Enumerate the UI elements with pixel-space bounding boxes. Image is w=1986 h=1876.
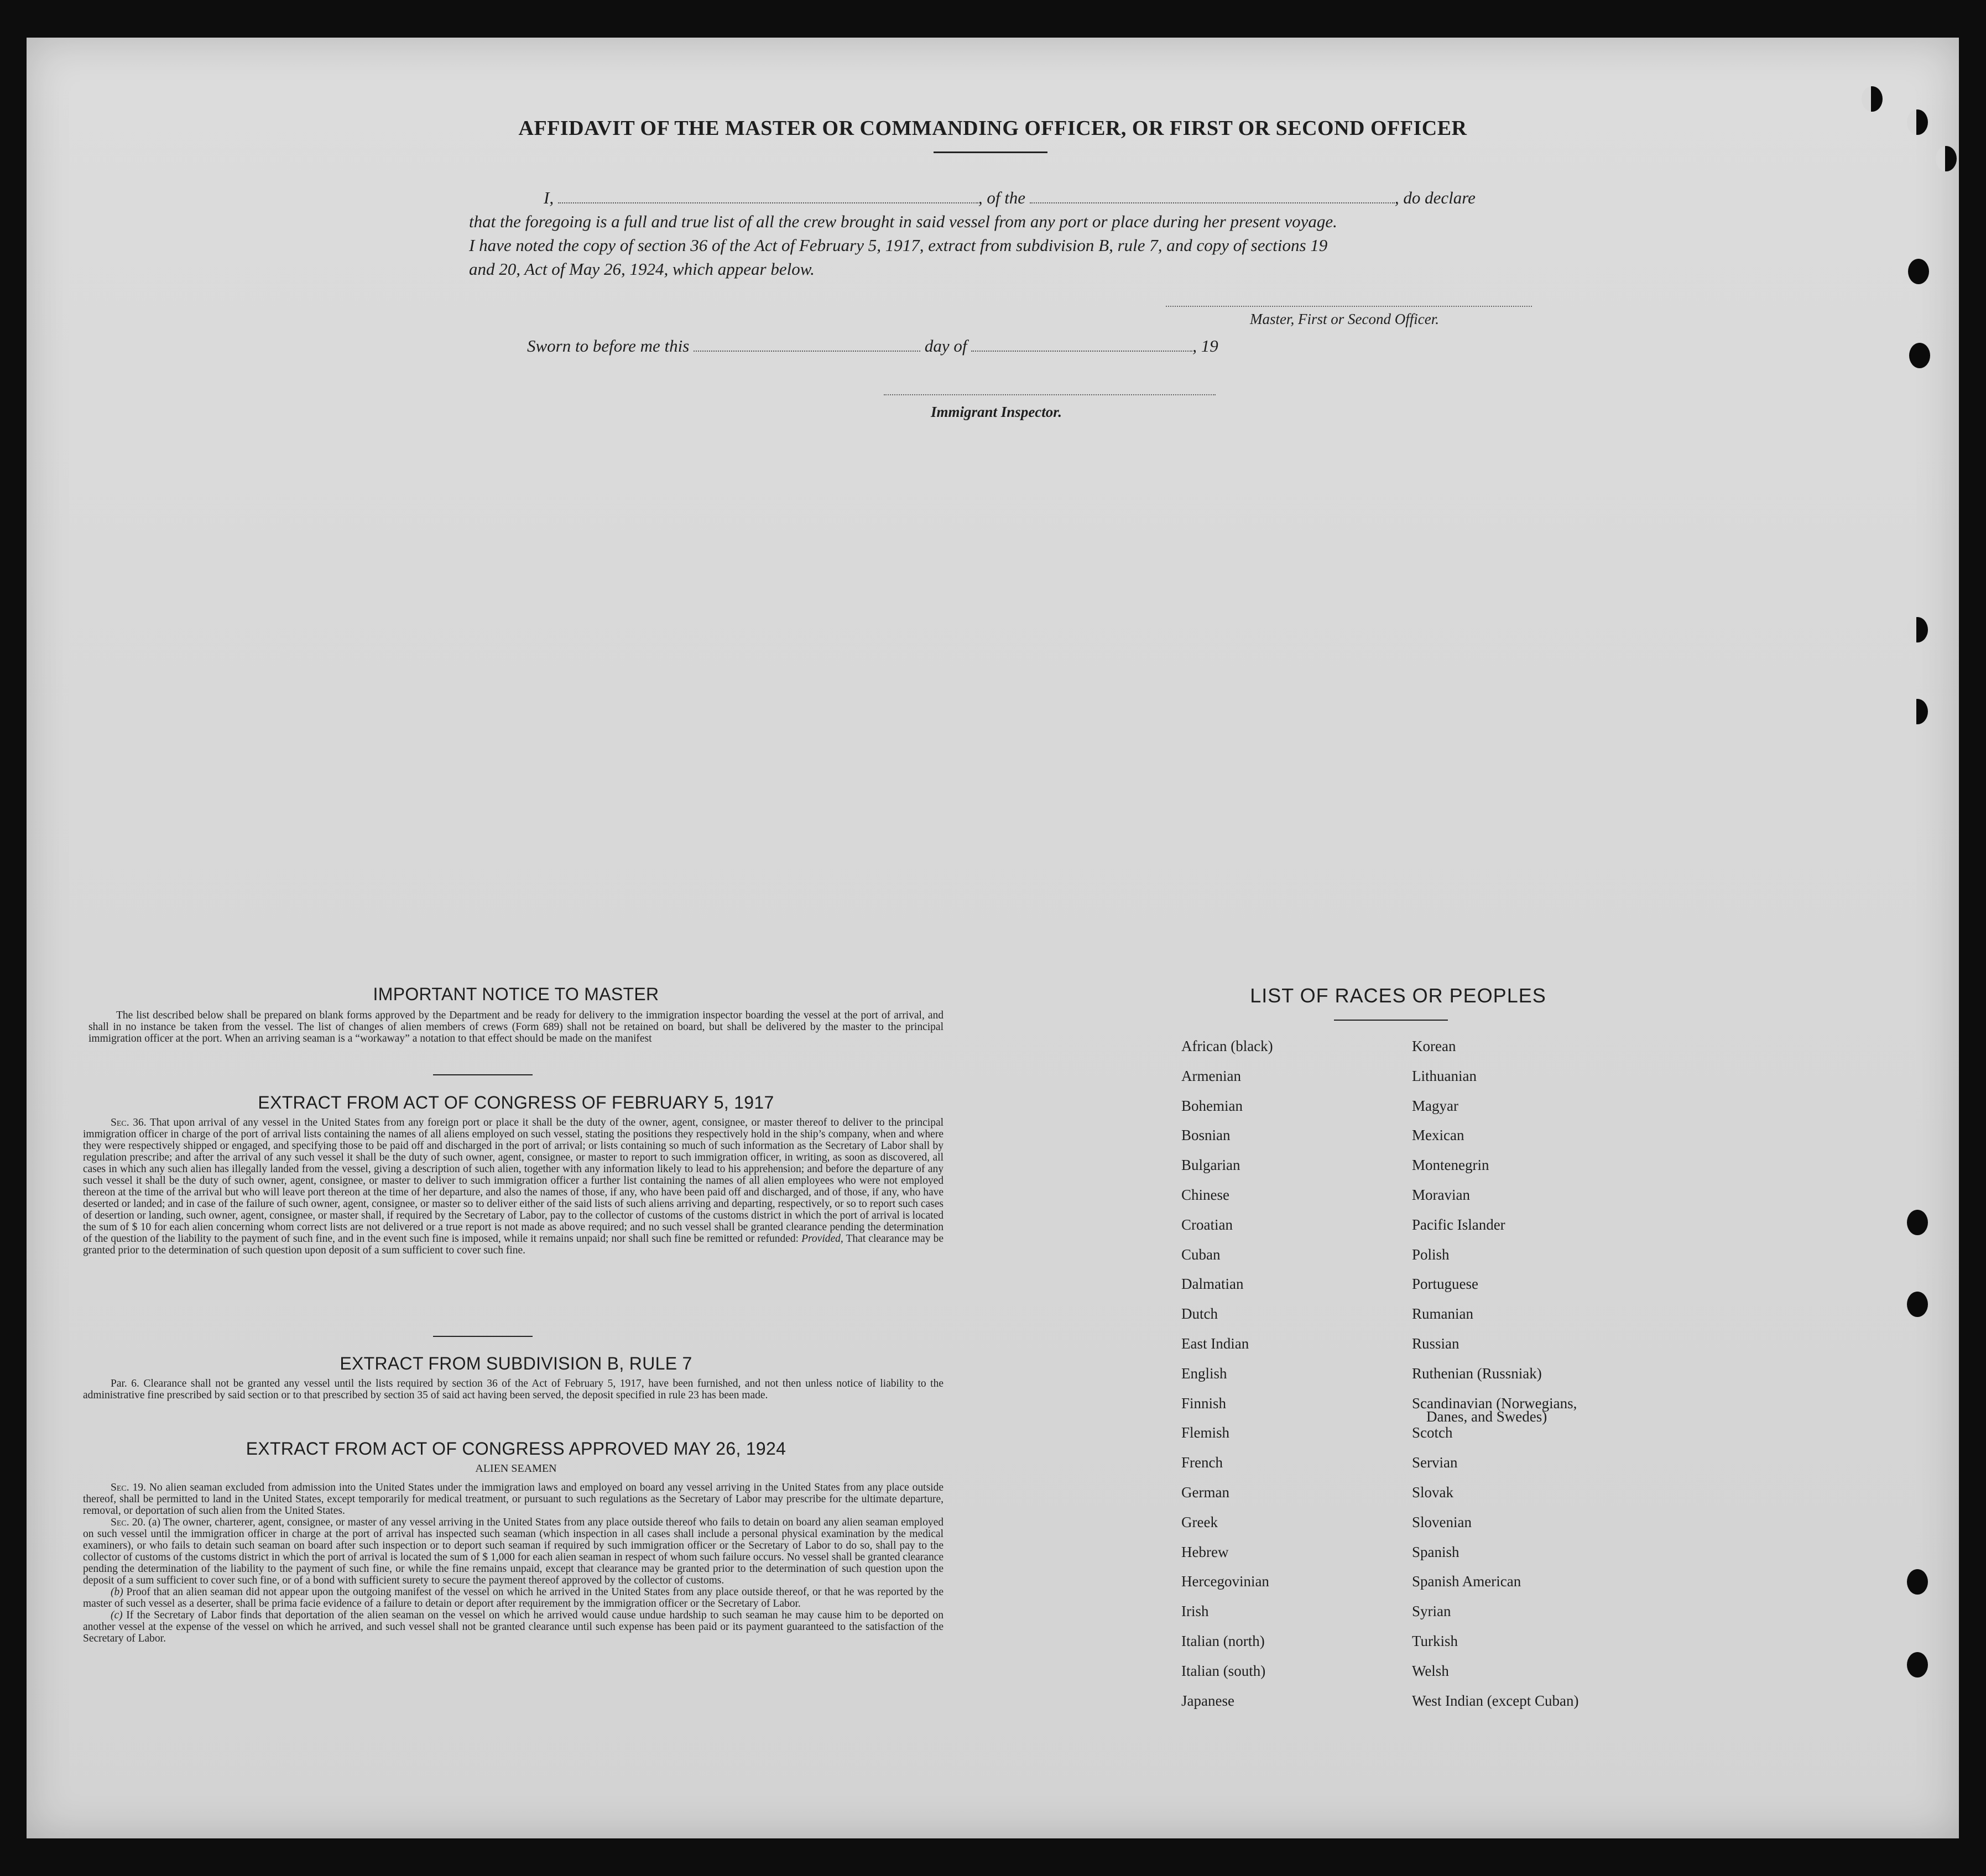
races-column-2 bbox=[1412, 1032, 1578, 1716]
race-item: Welsh bbox=[1412, 1662, 1449, 1679]
punch-hole bbox=[1907, 617, 1928, 642]
race-item: East Indian bbox=[1181, 1335, 1249, 1352]
race-item: Dutch bbox=[1181, 1305, 1218, 1323]
punch-hole bbox=[1936, 146, 1957, 171]
race-item: Bulgarian bbox=[1181, 1157, 1240, 1174]
inspector-signature-label: Immigrant Inspector. bbox=[931, 404, 1062, 420]
race-item: Polish bbox=[1412, 1246, 1450, 1263]
race-item: Greek bbox=[1181, 1513, 1218, 1530]
race-item: Finnish bbox=[1181, 1394, 1227, 1412]
race-item: Scotch bbox=[1412, 1424, 1453, 1441]
punch-hole bbox=[1908, 259, 1929, 284]
affidavit-i: I, bbox=[544, 188, 554, 207]
race-item: Montenegrin bbox=[1412, 1157, 1489, 1174]
section-divider bbox=[433, 1336, 533, 1337]
sec36-paragraph bbox=[83, 1117, 944, 1256]
race-item: Syrian bbox=[1412, 1603, 1451, 1620]
affidavit-do-declare: , do declare bbox=[1394, 188, 1476, 207]
sec20b-paragraph bbox=[83, 1586, 944, 1610]
race-item: Portuguese bbox=[1412, 1276, 1478, 1293]
race-item: African (black) bbox=[1181, 1038, 1273, 1054]
race-item: Spanish bbox=[1412, 1543, 1459, 1560]
document-page bbox=[27, 38, 1959, 1838]
sec36-label: Sec. bbox=[111, 1117, 129, 1128]
punch-hole bbox=[1907, 1569, 1928, 1595]
rule7-paragraph: Par. 6. Clearance shall not be granted any vessel until the lists required by section 36 of the Act of February 5, 1917, have been furnished, and not then unless notice of liability to the administrative fine prescribed by said section or to that prescribed by section 35 of said act having been served, the deposit specified in rule 23 has been made. bbox=[83, 1378, 944, 1401]
race-item: Slovenian bbox=[1412, 1513, 1472, 1530]
alien-seamen-subtitle: ALIEN SEAMEN bbox=[475, 1462, 557, 1475]
notice-text bbox=[88, 1010, 944, 1044]
race-item: Lithuanian bbox=[1412, 1067, 1477, 1084]
master-signature-label: Master, First or Second Officer. bbox=[1250, 311, 1439, 327]
race-item: Italian (south) bbox=[1181, 1662, 1266, 1679]
sec19-paragraph bbox=[83, 1482, 944, 1517]
affidavit-line2: that the foregoing is a full and true list of all the crew brought in said vessel from any port or place during her present voyage. bbox=[469, 212, 1337, 231]
race-item: Pacific Islander bbox=[1412, 1216, 1505, 1233]
name-blank[interactable] bbox=[558, 202, 978, 203]
sworn-text: Sworn to before me this bbox=[527, 336, 690, 356]
race-item: West Indian (except Cuban) bbox=[1412, 1692, 1579, 1709]
title-underline bbox=[934, 151, 1047, 153]
race-item: Hercegovinian bbox=[1181, 1573, 1269, 1590]
sec36-text: 36. That upon arrival of any vessel in the United States from any foreign port or place it shall be the duty of the owner, agent, consignee, or master thereof to deliver to the principal immigration officer in charge of the port of arrival lists containing the names of all aliens employed on such vessel, stating the positions they respectively hold in the ship’s company, when and where they were respectively shipped or engaged, and specifying those to be paid off and discharged in the port of arrival; or lists containing so much of such information as the Secretary of Labor shall by regulation prescribe; and after the arrival of any such vessel it shall be the duty of such owner, agent, consignee, or master to report to such immigration officer, in writing, as soon as discovered, all cases in which any such alien has illegally landed from the vessel, giving a description of such alien, together with any information likely to lead to his apprehension; and before the departure of any such vessel it shall be the duty of such owner, agent, consignee, or master to deliver to such immigration officer a further list containing the names of all alien employees who were not employed thereon at the time of the arrival but who will leave port thereon at the time of her departure, and also the names of those, if any, who have been paid off and discharged, and of those, if any, who have deserted or landed; and in case of the failure of such owner, agent, consignee, or master so to deliver either of the said lists of such aliens arriving and departing, respectively, or so to report such cases of desertion or landing, such owner, agent, consignee, or master shall, if required by the Secretary of Labor, pay to the collector of customs of the customs district in which the port of arrival is located the sum of $ 10 for each alien concerning whom correct lists are not delivered or a true report is not made as above required; and no such vessel shall be granted clearance pending the determination of the question of the liability to the payment of such fine, and in the event such fine is imposed, while it remains unpaid; nor shall such fine be remitted or refunded: bbox=[83, 1117, 944, 1245]
extract-1917-text bbox=[83, 1117, 944, 1256]
punch-hole bbox=[1907, 1652, 1928, 1678]
sec20-label: Sec. bbox=[111, 1517, 129, 1528]
sec20c-text: If the Secretary of Labor finds that deportation of the alien seaman on the vessel on which he arrived would cause undue hardship to such seaman he may cause him to be deported on another vessel at the expense of the vessel on which he arrived, and such vessel shall not be granted clearance until such expense has been paid or its payment guaranteed to the satisfaction of the Secretary of Labor. bbox=[83, 1610, 944, 1644]
races-column-1 bbox=[1181, 1032, 1273, 1716]
rule7-text bbox=[83, 1378, 944, 1401]
race-item: German bbox=[1181, 1483, 1229, 1501]
race-item: Mexican bbox=[1412, 1127, 1464, 1144]
race-item: Magyar bbox=[1412, 1097, 1458, 1114]
race-item bbox=[1412, 1389, 1578, 1425]
section-divider bbox=[433, 1074, 533, 1075]
race-item: Croatian bbox=[1181, 1216, 1233, 1233]
race-item: Rumanian bbox=[1412, 1305, 1473, 1323]
sec20b-text: Proof that an alien seaman did not appear upon the outgoing manifest of the vessel on which he arrived in the United States from any place outside thereof, or that he was reported by the master of such vessel as a deserter, shall be prima facie evidence of a failure to detain or deport after requirement by the immigration officer or the Secretary of Labor. bbox=[83, 1586, 944, 1610]
race-item: Moravian bbox=[1412, 1186, 1470, 1203]
race-item: Japanese bbox=[1181, 1692, 1234, 1709]
race-item: Slovak bbox=[1412, 1483, 1454, 1501]
punch-hole bbox=[1907, 699, 1928, 724]
race-item: Bohemian bbox=[1181, 1097, 1243, 1114]
race-item: Korean bbox=[1412, 1038, 1456, 1054]
races-title-underline bbox=[1334, 1020, 1448, 1021]
sec20b-label: (b) bbox=[111, 1586, 123, 1598]
sec36-text-end: That clearance may be granted prior to the determination of such question upon deposit of a sum sufficient to cover such fine. bbox=[83, 1233, 944, 1256]
sec20c-paragraph bbox=[83, 1610, 944, 1644]
race-item: Spanish American bbox=[1412, 1573, 1521, 1590]
punch-hole bbox=[1862, 86, 1883, 112]
affidavit-of-the: , of the bbox=[978, 188, 1026, 207]
master-signature-line[interactable] bbox=[1166, 306, 1532, 307]
race-item: Hebrew bbox=[1181, 1543, 1229, 1560]
sec20a-paragraph bbox=[83, 1517, 944, 1586]
race-item-continuation: Danes, and Swedes) bbox=[1426, 1408, 1547, 1425]
sec19-text: 19. No alien seaman excluded from admission into the United States under the immigration laws and employed on board any vessel arriving in the United States from any place outside thereof, shall be permitted to land in the United States, except temporarily for medical treatment, or pursuant to such regulations as the Secretary of Labor may prescribe for the ultimate departure, removal, or deportation of such alien from the United States. bbox=[83, 1482, 944, 1517]
punch-hole bbox=[1907, 1292, 1928, 1317]
race-item: Flemish bbox=[1181, 1424, 1230, 1441]
race-item: Servian bbox=[1412, 1454, 1458, 1471]
affidavit-line3: I have noted the copy of section 36 of the Act of February 5, 1917, extract from subdivision B, rule 7, and copy of sections 19 bbox=[469, 236, 1328, 255]
notice-title: IMPORTANT NOTICE TO MASTER bbox=[373, 984, 659, 1004]
sec19-label: Sec. bbox=[111, 1482, 129, 1493]
race-item: Dalmatian bbox=[1181, 1276, 1244, 1293]
affidavit-line4: and 20, Act of May 26, 1924, which appear below. bbox=[469, 259, 815, 279]
punch-hole bbox=[1909, 343, 1930, 368]
rule7-title: EXTRACT FROM SUBDIVISION B, RULE 7 bbox=[340, 1354, 692, 1373]
sworn-line bbox=[527, 336, 1218, 356]
provided-text: Provided, bbox=[801, 1233, 843, 1245]
race-item: Ruthenian (Russniak) bbox=[1412, 1365, 1542, 1382]
punch-hole bbox=[1907, 1210, 1928, 1235]
sworn-day-blank[interactable] bbox=[694, 350, 920, 352]
extract-1917-title: EXTRACT FROM ACT OF CONGRESS OF FEBRUARY 5, 1917 bbox=[258, 1093, 774, 1112]
notice-paragraph: The list described below shall be prepared on blank forms approved by the Department and be ready for delivery to the immigration inspector boarding the vessel at the port of arrival, and shall in no instance be taken from the vessel. The list of changes of alien members of crews (Form 689) shall not be retained on board, but shall be delivered by the master to the principal immigration officer at the port. When an arriving seaman is a “workaway” a notation to that effect should be made on the manifest bbox=[88, 1010, 944, 1044]
extract-1924-text bbox=[83, 1482, 944, 1644]
race-item-text: Scandinavian (Norwegians, bbox=[1412, 1394, 1577, 1412]
sworn-month-blank[interactable] bbox=[971, 350, 1192, 352]
affidavit-title: AFFIDAVIT OF THE MASTER OR COMMANDING OFFICER, OR FIRST OR SECOND OFFICER bbox=[518, 117, 1467, 140]
sec20a-label: 20. (a) bbox=[132, 1517, 161, 1528]
race-item: Chinese bbox=[1181, 1186, 1229, 1203]
race-item: Cuban bbox=[1181, 1246, 1221, 1263]
inspector-signature-line[interactable] bbox=[884, 394, 1216, 395]
sec20c-label: (c) bbox=[111, 1610, 123, 1621]
affidavit-line1 bbox=[544, 188, 1476, 208]
race-item: Armenian bbox=[1181, 1067, 1241, 1084]
sec20a-text: The owner, charterer, agent, consignee, or master of any vessel arriving in the United States from any place outside thereof who fails to detain on board any alien seaman employed on such vessel until the immigration officer in charge at the port of arrival has inspected such seaman (which inspection in all cases shall include a personal physical examination by the medical examiners), or who fails to detain such seaman on board after such inspection or to deport such seaman if required by such immigration officer or the Secretary of Labor to do so, shall pay to the collector of customs of the customs district in which the port of arrival is located the sum of $ 1,000 for each alien seaman in respect of whom such failure occurs. No vessel shall be granted clearance pending the determination of the liability to the payment of such fine, or while the fine remains unpaid, except that clearance may be granted prior to the determination of such question upon the deposit of a sum sufficient to cover such fine, or of a bond with sufficient surety to secure the payment thereof approved by the collector of customs. bbox=[83, 1517, 944, 1586]
race-item: Russian bbox=[1412, 1335, 1459, 1352]
vessel-blank[interactable] bbox=[1030, 202, 1395, 203]
race-item: French bbox=[1181, 1454, 1223, 1471]
year-text: , 19 bbox=[1192, 336, 1218, 356]
race-item: Bosnian bbox=[1181, 1127, 1231, 1144]
extract-1924-title: EXTRACT FROM ACT OF CONGRESS APPROVED MAY 26, 1924 bbox=[246, 1439, 786, 1459]
race-item: Irish bbox=[1181, 1603, 1209, 1620]
races-title: LIST OF RACES OR PEOPLES bbox=[1250, 984, 1546, 1007]
day-of-text: day of bbox=[924, 336, 967, 356]
race-item: English bbox=[1181, 1365, 1227, 1382]
race-item: Italian (north) bbox=[1181, 1632, 1265, 1649]
race-item: Turkish bbox=[1412, 1632, 1458, 1649]
